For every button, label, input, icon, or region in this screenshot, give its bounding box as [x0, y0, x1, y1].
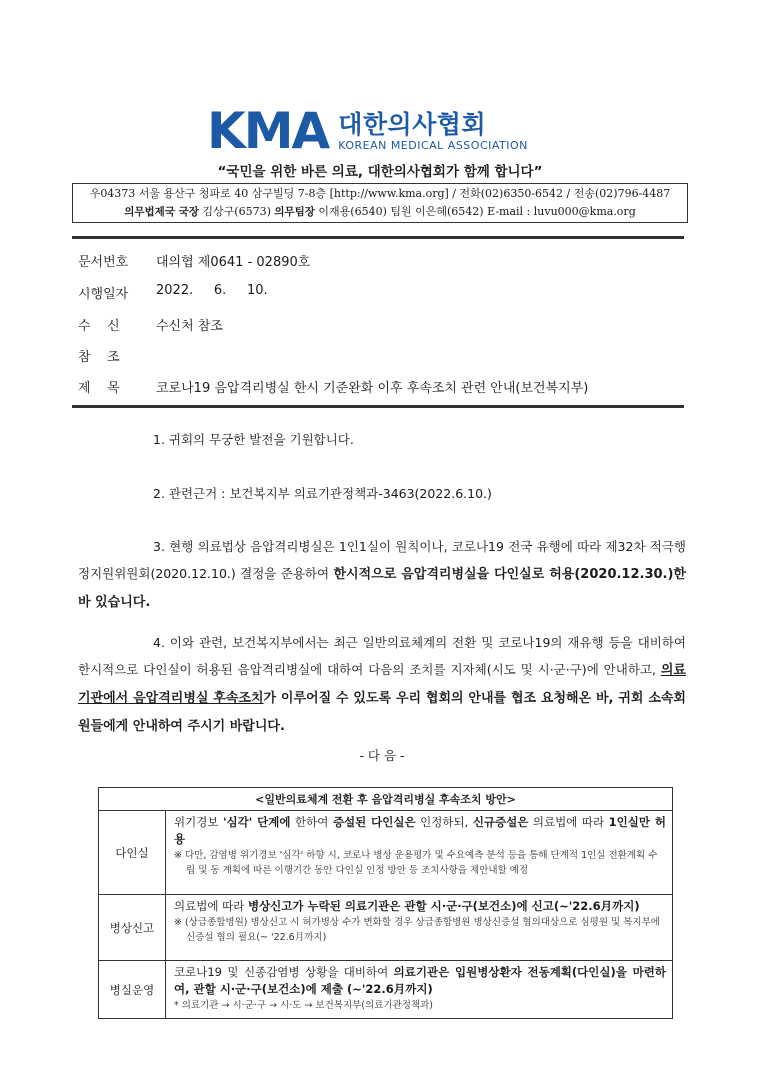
text-bold: 1인실만 허용: [174, 815, 667, 846]
slogan: “국민을 위한 바른 의료, 대한의사협회가 함께 합니다”: [217, 164, 543, 180]
meta-subject: [78, 377, 588, 396]
meta-doc-number: [78, 251, 310, 270]
logo-text: [338, 111, 528, 152]
row-note: * 의료기관 → 시·군·구 → 시·도 → 보건복지부(의료기관정책과): [174, 1000, 433, 1011]
table-title-row: [99, 788, 673, 811]
subject-label: 제 목: [78, 381, 120, 396]
row-note: ※ (상급종합병원) 병상신고 시 허가병상 수가 변화할 경우 상급종합병원 병상신증설 협의대상으로 심평원 및 복지부에 신증설 협의 필요(~ '22.6月까지): [174, 917, 660, 943]
paragraph-3-emphasis: 한시적으로 음압격리병실을 다인실로 허용(2020.12.30.)한 바 있습니다.: [78, 567, 686, 610]
logo-korean-name: 대한의사협회: [338, 109, 487, 139]
reference-label: 참 조: [78, 350, 120, 365]
subject-divider: [72, 405, 684, 408]
text-bold: 신규증설은: [472, 815, 529, 829]
contact-team: 이재용(6540) 팀원 이은혜(6542) E-mail : luvu000@kma.org: [314, 205, 636, 218]
row-label-ward-operation: 병실운영: [99, 961, 166, 1019]
text-segment: 의료법에 따라: [528, 815, 609, 829]
date-value: 2022. 6. 10.: [156, 283, 268, 298]
text-segment: 인정하되,: [415, 815, 473, 829]
text-segment: 한하여: [290, 815, 333, 829]
kma-logo-mark: KMA: [207, 102, 329, 160]
paragraph-4-emphasis: 가 이루어질 수 있도록 우리 협회의 안내를 협조 요청해온 바, 귀회 소속회원들에게 안내하여 주시기 바랍니다.: [78, 691, 686, 734]
row-content-bed-report: [166, 895, 673, 961]
table-title: <일반의료체계 전환 후 음압격리병실 후속조치 방안>: [99, 788, 673, 811]
address-line: 우04373 서울 용산구 청파로 40 삼구빌딩 7-8층 [http://www.kma.org] / 전화(02)6350-6542 / 전송(02)796-4487: [89, 187, 671, 200]
logo-english-name: KOREAN MEDICAL ASSOCIATION: [338, 138, 528, 152]
table-row: [99, 961, 673, 1019]
paragraph-2: 2. 관련근거 : 보건복지부 의료기관정책과-3463(2022.6.10.): [153, 486, 492, 501]
paragraph-3-text: 3. 현행 의료법상 음압격리병실은 1인1실이 원칙이나, 코로나19 전국 유행에 따라 제32차 적극행정지원위원회(2020.12.10.) 결정을 준용하여: [78, 539, 686, 581]
contact-line: [73, 203, 687, 221]
text-bold: 증설된 다인실은: [332, 815, 416, 829]
row-label-bed-report: 병상신고: [99, 895, 166, 961]
table-row: [99, 811, 673, 895]
recipient-value: 수신처 참조: [156, 319, 223, 334]
paragraph-1: 1. 귀회의 무궁한 발전을 기원합니다.: [153, 432, 354, 447]
recipient-label: 수 신: [78, 319, 120, 334]
paragraph-4: [78, 629, 686, 740]
subject-value: 코로나19 음압격리병실 한시 기준완화 이후 후속조치 관련 안내(보건복지부): [156, 381, 589, 396]
text-bold: 병상신고가 누락된 의료기관은 관할 시·군·구(보건소)에 신고(~'22.6月까지): [247, 899, 640, 913]
contact-role-team: 의무팀장: [274, 206, 315, 218]
contact-role-director: 의무법제국 국장: [124, 206, 199, 218]
text-segment: 의료법에 따라: [174, 899, 248, 913]
row-note: ※ 다만, 감염병 위기경보 '심각' 하향 시, 코로나 병상 운용평가 및 수요예측 분석 등을 통해 단계적 1인실 전환계획 수립 및 동 계획에 따른 이행기간 동안 다인실 인정 방안 등 조치사항을 제안내할 예정: [174, 850, 658, 876]
row-main-text: [174, 964, 666, 998]
paragraph-3: [78, 533, 686, 616]
text-segment: 코로나19 및 신종감염병 상황을 대비하여: [174, 965, 394, 979]
row-label-multi-bed: 다인실: [99, 811, 166, 895]
table-row: [99, 895, 673, 961]
dagum-heading: - 다 음 -: [359, 748, 405, 763]
text-segment: 위기경보: [174, 815, 223, 829]
doc-number-label: 문서번호: [78, 255, 129, 270]
top-divider: [72, 236, 684, 239]
text-bold: 의료기관은 입원병상환자 전동계획(다인실)을 마련하여, 관할 시·군·구(보건소)에 제출 (~'22.6月까지): [174, 965, 666, 996]
row-content-multi-bed: [166, 811, 673, 895]
contact-director: 김상구(6573): [198, 205, 275, 218]
date-label: 시행일자: [78, 287, 129, 302]
kma-logo: [207, 102, 528, 160]
row-main-text: [174, 814, 666, 848]
text-bold: '심각' 단계에: [223, 815, 291, 829]
meta-reference: [78, 346, 156, 365]
row-main-text: [174, 898, 666, 915]
row-content-ward-operation: [166, 961, 673, 1019]
paragraph-4-underline: 의료기관에서 음압격리병실 후속조치: [78, 663, 686, 706]
meta-recipient: [78, 315, 223, 334]
followup-table: [98, 787, 673, 1019]
address-box: [72, 183, 688, 223]
doc-number-value: 대의협 제0641 - 02890호: [156, 255, 311, 270]
meta-date: [78, 283, 268, 302]
paragraph-4-text: 4. 이와 관련, 보건복지부에서는 최근 일반의료체계의 전환 및 코로나19의 재유행 등을 대비하여 한시적으로 다인실이 허용된 음압격리병실에 대하여 다음의 조치를 지자체(시도 및 시·군·구)에 안내하고,: [78, 635, 686, 677]
